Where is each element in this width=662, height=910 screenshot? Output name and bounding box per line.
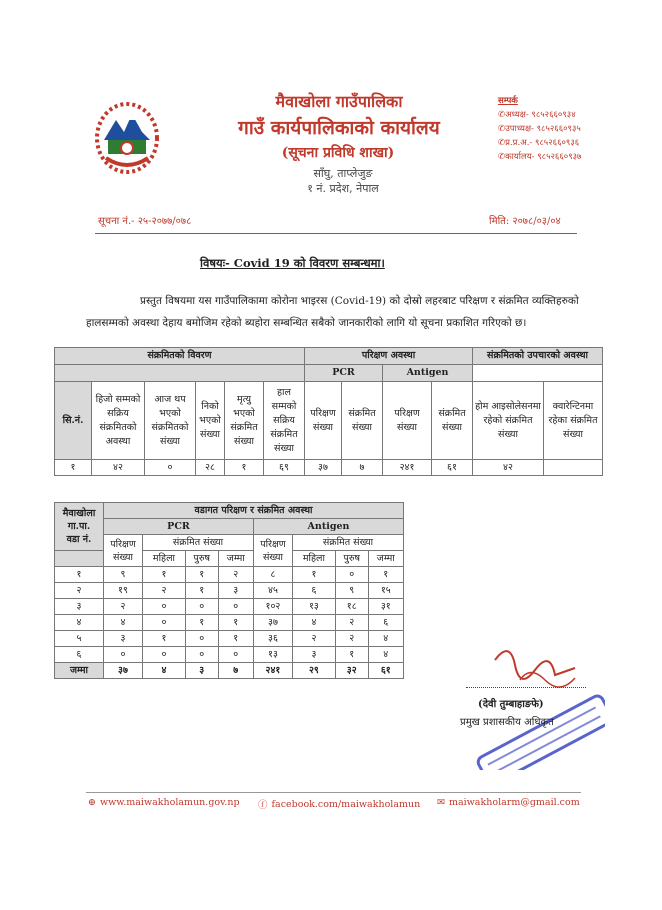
table-cell: ६१ xyxy=(368,663,403,679)
blank-cell xyxy=(55,551,104,567)
table-cell: २ xyxy=(55,583,104,599)
table-cell: ४ xyxy=(104,615,143,631)
group-header: संक्रमितको विवरण xyxy=(55,348,305,365)
column-header: परिक्षण संख्या xyxy=(383,382,432,460)
antigen-header: Antigen xyxy=(253,519,403,535)
email-link[interactable]: maiwakholarm@gmail.com xyxy=(448,797,580,808)
column-header: जम्मा xyxy=(368,551,403,567)
table-cell: ३६ xyxy=(253,631,292,647)
table-cell: १८ xyxy=(335,599,368,615)
table-cell: १ xyxy=(185,583,218,599)
table-cell: ६ xyxy=(292,583,335,599)
table-cell: ० xyxy=(218,599,253,615)
table-cell: ० xyxy=(143,615,186,631)
table-cell: १ xyxy=(185,615,218,631)
antigen-header: Antigen xyxy=(383,365,473,382)
table-cell: १ xyxy=(185,567,218,583)
column-header: हिजो सम्मको सक्रिय संक्रमितको अवस्था xyxy=(92,382,145,460)
column-header: परिक्षण संख्या xyxy=(104,535,143,567)
table-cell: ४ xyxy=(143,663,186,679)
signatory-post: प्रमुख प्रशासकीय अधिकृत xyxy=(460,717,554,728)
table-cell: १३ xyxy=(292,599,335,615)
table-cell: ६९ xyxy=(264,460,305,476)
table-cell: ३२ xyxy=(335,663,368,679)
table-cell: २९ xyxy=(292,663,335,679)
footer-facebook[interactable] xyxy=(258,797,420,811)
table-cell: ३ xyxy=(292,647,335,663)
contact-item: ✆उपाध्यक्ष- ९८५२६६०९३५ xyxy=(498,124,581,134)
table-cell: १ xyxy=(143,567,186,583)
table-cell: ४ xyxy=(368,647,403,663)
column-header: मृत्यु भएको संक्रमित संख्या xyxy=(225,382,264,460)
notice-date: मिति: २०७८/०३/०४ xyxy=(489,216,561,227)
column-header: हाल सम्मको सक्रिय संक्रमित संख्या xyxy=(264,382,305,460)
table-cell: ३७ xyxy=(253,615,292,631)
section-name: (सूचना प्रविधि शाखा) xyxy=(281,145,395,161)
table-cell: ० xyxy=(185,599,218,615)
table-cell: ८ xyxy=(253,567,292,583)
table-cell: ० xyxy=(143,599,186,615)
column-header: महिला xyxy=(292,551,335,567)
column-header: महिला xyxy=(143,551,186,567)
corner-line: गा.पा. xyxy=(67,521,91,532)
table-cell: २ xyxy=(104,599,143,615)
blank-cell xyxy=(473,365,603,382)
globe-icon: ⊕ xyxy=(88,797,96,808)
website-link[interactable]: www.maiwakholamun.gov.np xyxy=(99,797,240,808)
table-cell: १ xyxy=(292,567,335,583)
table-cell: ६ xyxy=(55,647,104,663)
table-cell: १३ xyxy=(253,647,292,663)
contact-title: सम्पर्क xyxy=(498,96,518,106)
column-header: आज थप भएको संक्रमितको संख्या xyxy=(145,382,196,460)
corner-line: मैवाखोला xyxy=(62,508,96,519)
table-cell: ९ xyxy=(335,583,368,599)
subject-line: विषयः- Covid 19 को विवरण सम्बन्धमा। xyxy=(200,256,385,270)
table-cell: १ xyxy=(55,567,104,583)
column-header: परिक्षण संख्या xyxy=(253,535,292,567)
table-cell: ० xyxy=(145,460,196,476)
table-cell: १ xyxy=(55,460,92,476)
table-cell: ३७ xyxy=(305,460,342,476)
table-cell: जम्मा xyxy=(55,663,104,679)
table-cell: ० xyxy=(143,647,186,663)
province-line: १ नं. प्रदेश, नेपाल xyxy=(307,182,379,195)
group-header: संक्रमितको उपचारको अवस्था xyxy=(473,348,603,365)
table-cell: १ xyxy=(225,460,264,476)
column-header: संक्रमित संख्या xyxy=(143,535,254,551)
column-header: पुरुष xyxy=(335,551,368,567)
table-cell: ४ xyxy=(292,615,335,631)
table-cell: ० xyxy=(104,647,143,663)
table-cell: ४५ xyxy=(253,583,292,599)
table-cell: २ xyxy=(335,615,368,631)
column-header: संक्रमित संख्या xyxy=(432,382,473,460)
group-header: परिक्षण अवस्था xyxy=(305,348,473,365)
column-header: होम आइसोलेसनमा रहेको संक्रमित संख्या xyxy=(473,382,544,460)
address-line: साँघु, ताप्लेजुङ xyxy=(313,167,373,180)
table-cell: ० xyxy=(185,631,218,647)
column-header: क्वारेन्टिनमा रहेका संक्रमित संख्या xyxy=(544,382,603,460)
table-cell: ० xyxy=(218,647,253,663)
total-row xyxy=(55,663,404,679)
table-cell: ३१ xyxy=(368,599,403,615)
ward-table-title: वडागत परिक्षण र संक्रमित अवस्था xyxy=(104,503,404,519)
reference-number: सूचना नं.- २५-२०७७/०७८ xyxy=(98,216,192,227)
table-cell: २८ xyxy=(196,460,225,476)
table-cell: ० xyxy=(335,567,368,583)
table-cell: २ xyxy=(335,631,368,647)
table-cell: १९ xyxy=(104,583,143,599)
column-header: पुरुष xyxy=(185,551,218,567)
table-cell: १०२ xyxy=(253,599,292,615)
table-cell: ७ xyxy=(342,460,383,476)
table-row xyxy=(55,615,404,631)
footer-email[interactable] xyxy=(437,797,580,808)
table-cell xyxy=(544,460,603,476)
blank-cell xyxy=(55,365,305,382)
table-cell: १ xyxy=(143,631,186,647)
table-cell: ३ xyxy=(55,599,104,615)
mail-icon: ✉ xyxy=(437,797,445,808)
pcr-header: PCR xyxy=(305,365,383,382)
table-cell: ६१ xyxy=(432,460,473,476)
infection-summary-table xyxy=(54,347,603,476)
contact-block xyxy=(498,94,618,164)
table-cell: २४१ xyxy=(253,663,292,679)
footer-website[interactable] xyxy=(88,797,240,808)
table-cell: १ xyxy=(218,615,253,631)
table-cell: ४ xyxy=(55,615,104,631)
table-cell: ० xyxy=(185,647,218,663)
table-cell: ५ xyxy=(55,631,104,647)
column-header: संक्रमित संख्या xyxy=(292,535,403,551)
table-cell: २४१ xyxy=(383,460,432,476)
signature-line xyxy=(466,687,586,688)
table-cell: १ xyxy=(335,647,368,663)
table-cell: ६ xyxy=(368,615,403,631)
column-header: जम्मा xyxy=(218,551,253,567)
corner-line: वडा नं. xyxy=(66,534,92,545)
table-cell: ३ xyxy=(104,631,143,647)
table-cell: ९ xyxy=(104,567,143,583)
contact-item: ✆प्र.प्र.अ.- ९८५२६६०९३६ xyxy=(498,138,580,148)
nepal-emblem-icon xyxy=(92,98,162,176)
column-header: संक्रमित संख्या xyxy=(342,382,383,460)
table-cell: २ xyxy=(292,631,335,647)
table-cell: २ xyxy=(143,583,186,599)
table-cell: ३ xyxy=(218,583,253,599)
contact-item: ✆कार्यालय- ९८५२६६०९३७ xyxy=(498,152,582,162)
footer-divider xyxy=(86,792,581,793)
municipality-name: मैवाखोला गाउँपालिका xyxy=(275,92,403,111)
facebook-icon: ⓕ xyxy=(258,800,268,811)
table-cell: ४२ xyxy=(473,460,544,476)
header-divider xyxy=(95,233,577,234)
table-cell: ३७ xyxy=(104,663,143,679)
table-cell: १ xyxy=(218,631,253,647)
ward-wise-table xyxy=(54,502,404,679)
facebook-link[interactable]: facebook.com/maiwakholamun xyxy=(271,798,421,810)
column-header: सि.नं. xyxy=(55,382,92,460)
table-row xyxy=(55,567,404,583)
column-header: परिक्षण संख्या xyxy=(305,382,342,460)
corner-cell xyxy=(55,503,104,551)
contact-item: ✆अध्यक्ष- ९८५२६६०९३४ xyxy=(498,110,576,120)
signatory-name: (देवी तुम्बाहाङफे) xyxy=(478,699,544,710)
table-row xyxy=(55,583,404,599)
office-name: गाउँ कार्यपालिकाको कार्यालय xyxy=(238,117,440,139)
pcr-header: PCR xyxy=(104,519,254,535)
table-cell: ३ xyxy=(185,663,218,679)
table-row xyxy=(55,599,404,615)
table-row xyxy=(55,647,404,663)
table-cell: ७ xyxy=(218,663,253,679)
table-cell: ४ xyxy=(368,631,403,647)
table-cell: १५ xyxy=(368,583,403,599)
column-header: निको भएको संख्या xyxy=(196,382,225,460)
table-cell: १ xyxy=(368,567,403,583)
table-row xyxy=(55,631,404,647)
table-cell: ४२ xyxy=(92,460,145,476)
body-paragraph: प्रस्तुत विषयमा यस गाउँपालिकामा कोरोना भाइरस (Covid-19) को दोस्रो लहरबाट परिक्षण र संक्रमित व्यक्तिहरुको हालसम्मको अवस्था देहाय बमोजिम रहेको ब्यहोरा सम्बन्धित सबैको जानकारीको लागि यो सूचना प्रकाशित गरिएको छ। xyxy=(86,295,579,329)
table-cell: २ xyxy=(218,567,253,583)
